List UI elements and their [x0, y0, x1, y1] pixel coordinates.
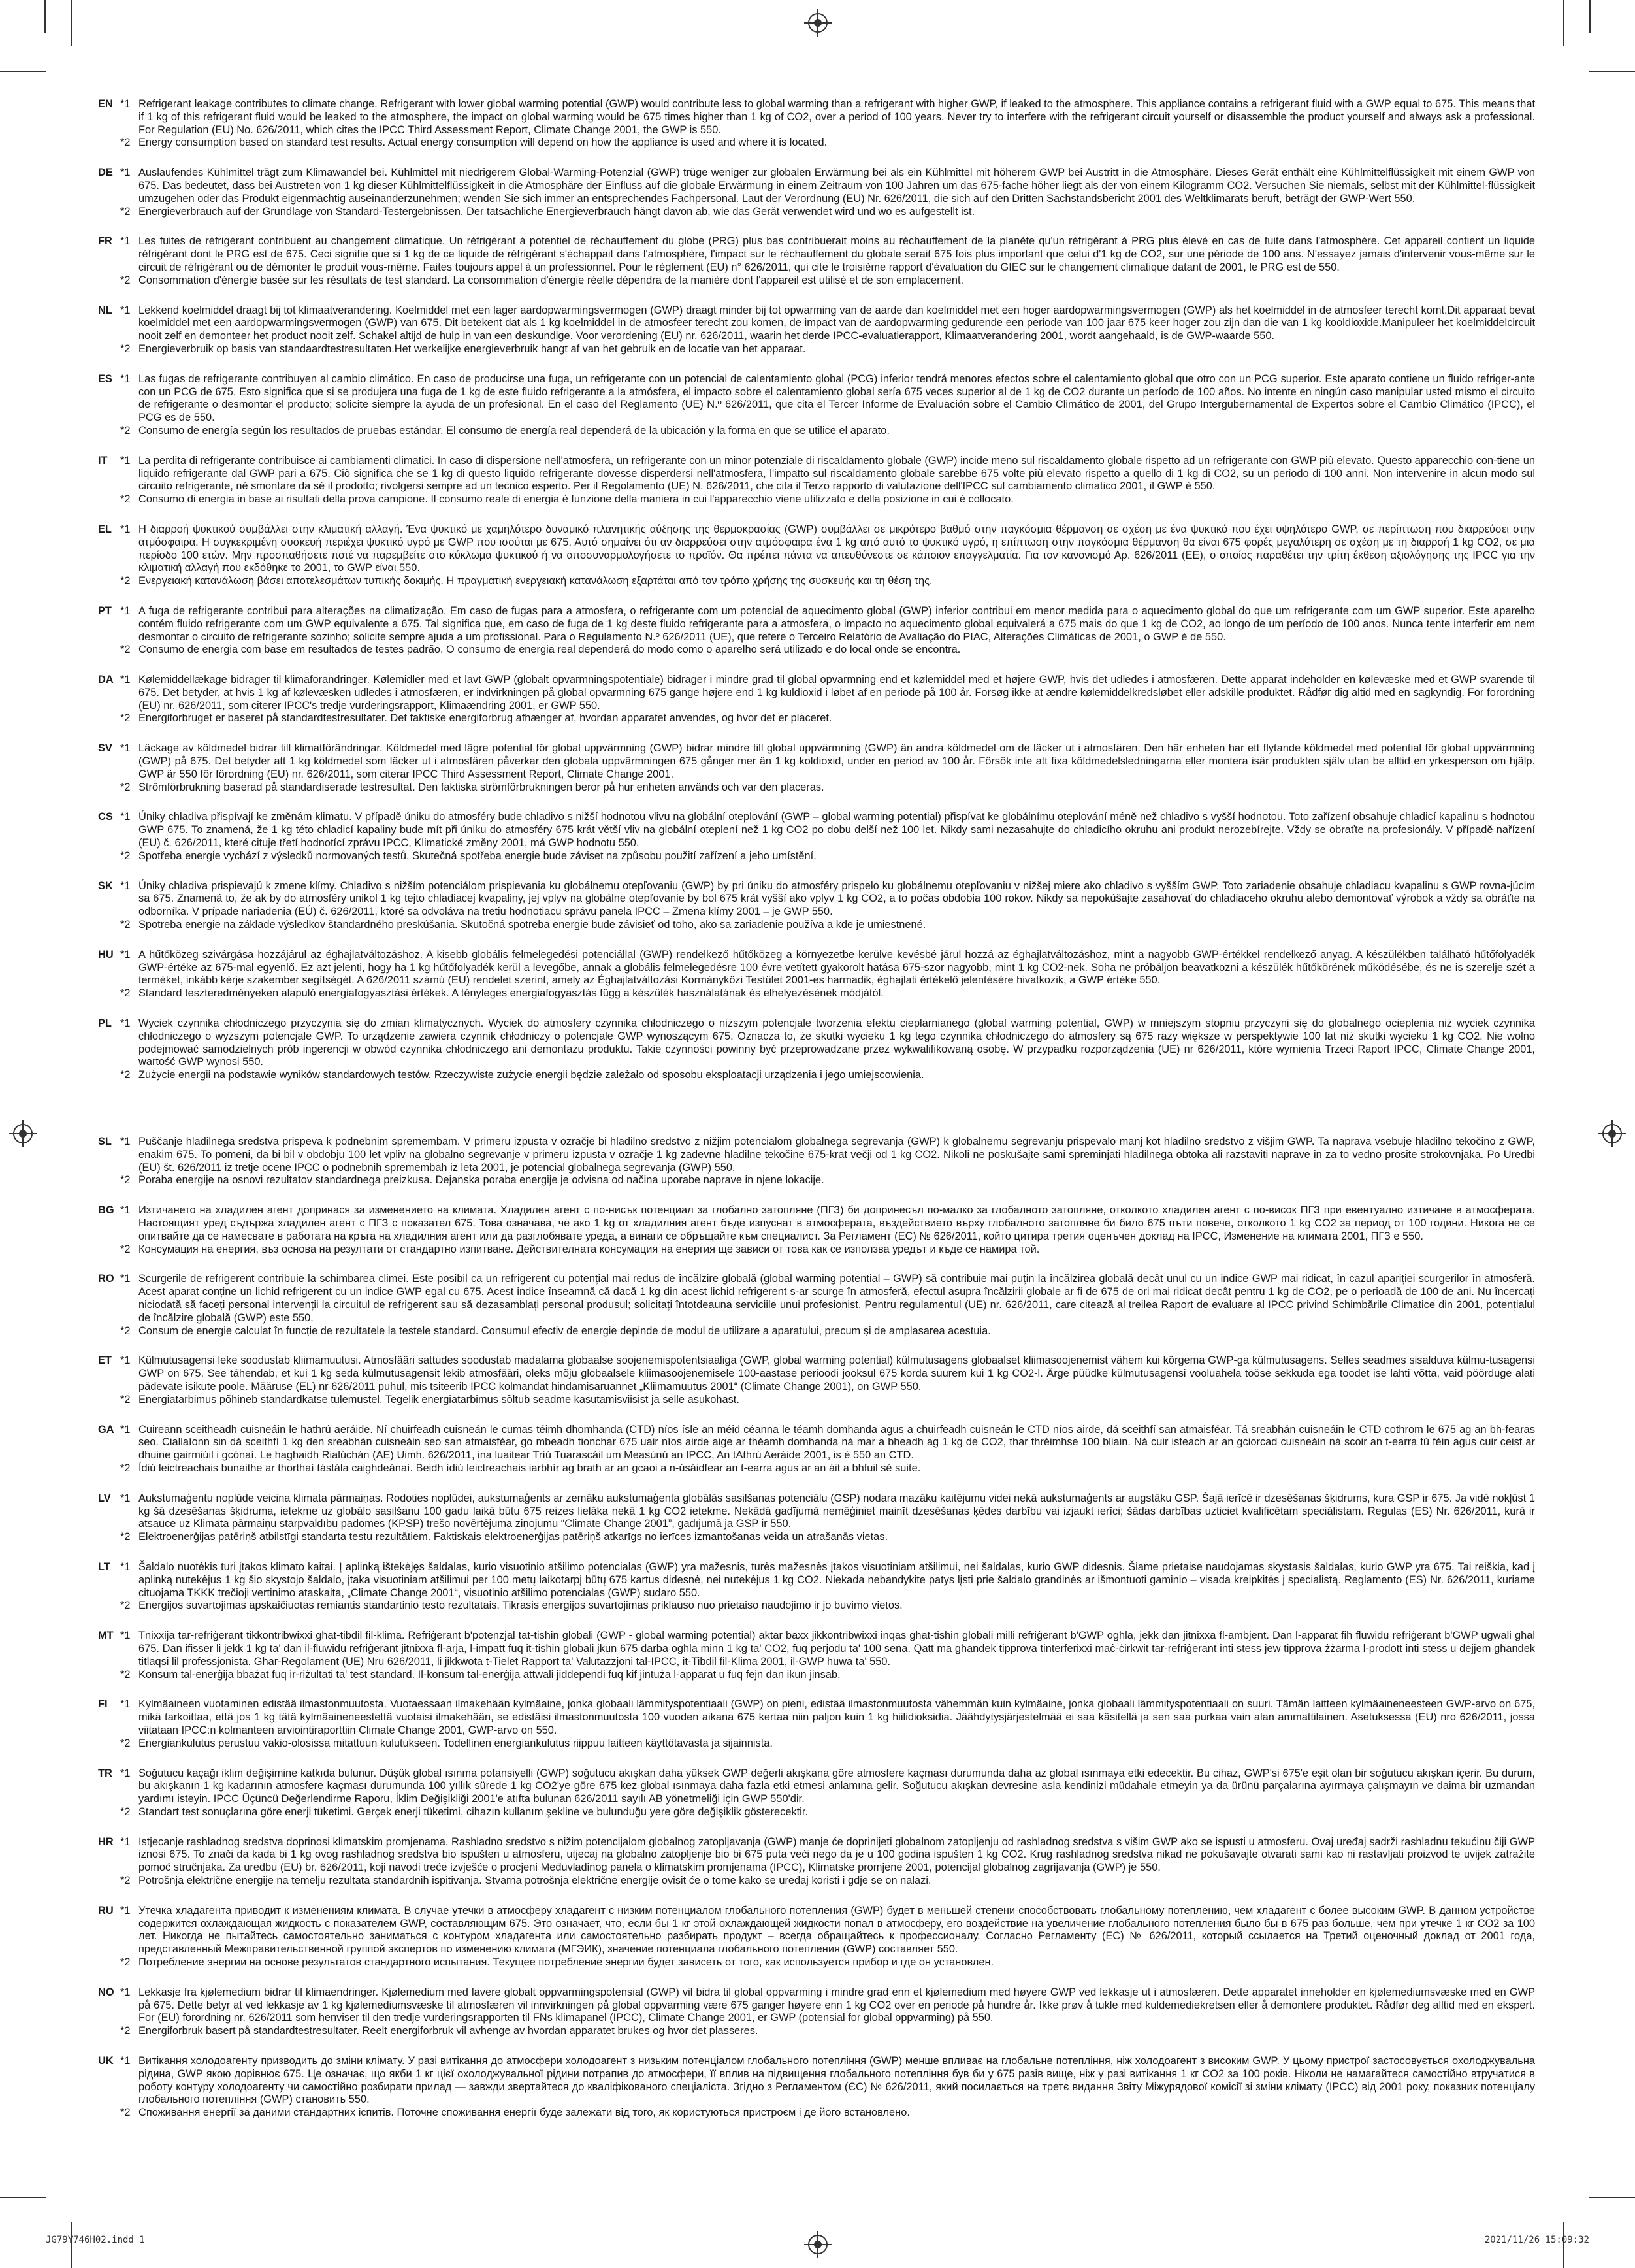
language-block-ga [98, 1424, 1535, 1475]
language-block-fr [98, 235, 1535, 287]
footnote-text: Изтичането на хладилен агент допринася за изменението на климата. Хладилен агент с по-нисък потенциал за глобално затопляне (ПГЗ) би допринесъл по-малко за глобалното затопляне, отколкото хладилен агент с по-висок ПГЗ при евентуално изтичане в атмосферата. Настоящият уред съдържа хладилен агент с ПГЗ с показател 675. Това означава, че ако 1 kg от хладилния агент бъде изпуснат в атмосферата, въздействието върху глобалното затопляне би било 675 пъти повече, отколкото 1 kg CO2 за период от 100 години. Никога не се опитвайте да се намесвате в работата на кръга на хладилния агент или да разглобявате уреда, а винаги се обръщайте към специалист. За Регламент (ЕС) № 626/2011, който цитира третия оценъчен доклад на IPCC, Изменение на климата 2001, ПГЗ е 550. [138, 1204, 1535, 1242]
footnote-text: Energijos suvartojimas apskaičiuotas remiantis standartinio testo rezultatais. Tikrasis energijos suvartojimas priklauso nuo prietaiso naudojimo ir jo buvimo vietos. [138, 1600, 903, 1612]
footnote [120, 2055, 1535, 2107]
language-block-es [98, 373, 1535, 438]
footnote-text: Ídiú leictreachais bunaithe ar thorthaí tástála caighdeánaí. Beidh ídiú leictreachais iarbhír ag brath ar an gcaoi a n-úsáidfear an t-earra agus ar an áit a bhfuil sé suite. [138, 1462, 921, 1474]
footnote-marker: *1 [120, 1204, 131, 1217]
footnote-text: Úniky chladiva přispívají ke změnám klimatu. V případě úniku do atmosféry bude chladivo s nižší hodnotou vlivu na globální oteplování (GWP – global warming potential) přispívat ke globálnímu oteplování méně než chladivo s vyšší hodnotou. Toto zařízení obsahuje chladicí kapalinu s hodnotou GWP 675. To znamená, že 1 kg této chladicí kapaliny bude mít při úniku do atmosféry 675 krát větší vliv na globální oteplení než 1 kg CO2 po dobu delší než 100 let. Nikdy sami nezasahujte do chladicího okruhu ani produkt nerozebírejte. Vždy se obraťte na profesionály. V případě nařízení (EU) č. 626/2011, které cituje třetí hodnotící zprávu IPCC, Klimatické změny 2001, má GWP hodnotu 550. [138, 811, 1535, 849]
footnote-text: Las fugas de refrigerante contribuyen al cambio climático. En caso de producirse una fuga, un refrigerante con un potencial de calentamiento global (PCG) inferior tendrá menores efectos sobre el calentamiento global que otro con un PCG superior. Este aparato contiene un fluido refriger-ante con un PCG de 675. Esto significa que si se produjera una fuga de 1 kg de este fluido refrigerante a la atmósfera, el impacto sobre el calentamiento global sería 675 veces superior al de 1 kg de CO2 durante un período de 100 años. No intente en ningún caso manipular usted mismo el circuito de refrigerante o desmontar el producto; solicite siempre la ayuda de un profesional. En el caso del Reglamento (UE) N.º 626/2011, que cita el Tercer Informe de Evaluación sobre el Cambio Climático de 2001, del Grupo Intergubernamental de Expertos sobre el Cambio Climático (IPCC), el PCG es de 550. [138, 372, 1535, 424]
footnote-text: Consumo di energia in base ai risultati della prova campione. Il consumo reale di energia è funzione della maniera in cui l'apparecchio viene utilizzato e della posizione in cui è collocato. [138, 493, 1014, 506]
footnote-text: Kylmäaineen vuotaminen edistää ilmastonmuutosta. Vuotaessaan ilmakehään kylmäaine, jonka globaali lämmityspotentiaali (GWP) on pieni, edistää ilmastonmuutosta vähemmän kuin kylmäaine, jonka globaali lämmityspotentiaali on suuri. Tämän laitteen kylmäaineneesteen GWP-arvo on 675, mikä tarkoittaa, että jos 1 kg tätä kylmäaineneestettä vuotaisi ilmakehään, se edistäisi ilmastonmuutosta 100 vuoden aikana 675 kertaa niin paljon kuin 1 kg hiilidioksidia. Jäähdytysjärjestelmää ei saa käsitellä ja sen saa purkaa vain alan ammattilainen. Asetuksessa (EU) nro 626/2011, jossa viitataan IPCC:n kolmanteen arviointiraporttiin Climate Change 2001, GWP-arvo on 550. [138, 1698, 1535, 1736]
footnote [120, 1836, 1535, 1875]
footnote-text: Kølemiddellækage bidrager til klimaforandringer. Kølemidler med et lavt GWP (globalt opvarmningspotentiale) bidrager i mindre grad til global opvarmning end et kølemiddel med et højere GWP, hvis det udledes i atmosfæren. Dette apparat indeholder en kølevæske med et GWP svarende til 675. Det betyder, at hvis 1 kg af kølevæsken udledes i atmosfæren, er indvirkningen på global opvarmning 675 gange højere end 1 kg kuldioxid i løbet af en periode på 100 år. Forsøg ikke at ændre kølemiddelkredsløbet eller adskille produktet. Rådfør dig altid med en sagkyndig. For forordning (EU) nr. 626/2011, som citerer IPCC's tredje vurderingsrapport, Klimaændring 2001, er GWP 550. [138, 674, 1535, 712]
language-notes [120, 167, 1535, 218]
footnote-text: Потребление энергии на основе результатов стандартного испытания. Текущее потребление энергии будет зависеть от того, как используется прибор и где он установлен. [138, 1956, 994, 1969]
footnote-text: Ενεργειακή κατανάλωση βάσει αποτελεσμάτων τυπικής δοκιμής. Η πραγματική ενεργειακή κατανάλωση εξαρτάται από τον τρόπο χρήσης της συσκευής και τη θέση της. [138, 575, 933, 587]
footnote [120, 1600, 1535, 1613]
footnote [120, 811, 1535, 849]
language-block-sv [98, 742, 1535, 794]
language-block-bg [98, 1204, 1535, 1256]
language-notes [120, 811, 1535, 863]
language-block-ro [98, 1273, 1535, 1338]
footnote [120, 2025, 1535, 2038]
language-notes [120, 1767, 1535, 1819]
footnote [120, 1561, 1535, 1600]
language-block-da [98, 674, 1535, 725]
crop-mark-top-left-v2 [44, 0, 46, 33]
language-block-hu [98, 949, 1535, 1000]
language-code: FR [98, 235, 112, 248]
footnote [120, 235, 1535, 274]
footnote-marker: *1 [120, 1767, 131, 1779]
footnote [120, 206, 1535, 219]
language-notes-group-1 [98, 98, 1535, 1082]
footnote-text: Consumo de energia com base em resultados de testes padrão. O consumo de energia real dependerá do modo como o aparelho será utilizado e do local onde se encontra. [138, 644, 961, 656]
footnote [120, 674, 1535, 712]
footnote-marker: *1 [120, 98, 131, 110]
footnote [120, 1243, 1535, 1257]
footnote-text: A fuga de refrigerante contribui para alterações na climatização. Em caso de fugas para a atmosfera, o refrigerante com um potencial de aquecimento global (GWP) inferior contribui em menor medida para o aquecimento global do que um refrigerante com um GWP superior. Este aparelho contém fluido refrigerante com um GWP equivalente a 675. Tal significa que, em caso de fuga de 1 kg deste fluido refrigerante para a atmosfera, o impacto no aquecimento global equivalerá a 675 mais do que 1 kg de CO2, ao longo de um período de 100 anos. Nunca tente interferir em nem desmontar o circuito de refrigerante sozinho; solicite sempre ajuda a um profissional. Para o Regulamento N.º 626/2011 (UE), que refere o Terceiro Relatório de Avaliação do PIAC, Alterações Climáticas de 2001, o GWP é de 550. [138, 604, 1535, 643]
language-notes [120, 1561, 1535, 1613]
footnote-text: Витікання холодоагенту призводить до зміни клімату. У разі витікання до атмосфери холодоагент з низьким потенціалом глобального потепління (GWP) менше впливає на глобальне потепління, ніж холодоагент з високим GWP. У цьому пристрої застосовується охолоджувальна рідина, GWP якою дорівнює 675. Це означає, що якби 1 кг цієї охолоджувальної рідини потрапив до атмосфери, її вплив на підвищення глобального потепління був би у 675 разів вище, ніж у разі витікання 1 кг CO2 за 100 років. Ніколи не намагайтеся самостійно втручатися в роботу контуру холодоагенту чи самостійно розбирати прилад — завжди звертайтеся до кваліфікованого спеціаліста. Згідно з Регламентом (ЄС) № 626/2011, який посилається на третє видання Звіту Міжурядової комісії зі зміни клімату (IPCC) від 2001 року, показник потенціалу глобального потепління (GWP) становить 550. [138, 2055, 1535, 2106]
footnote-marker: *2 [120, 1462, 131, 1474]
footnote-marker: *1 [120, 879, 131, 892]
language-code: IT [98, 454, 108, 467]
footnote-text: Šaldalo nuotėkis turi įtakos klimato kaitai. Į aplinką ištekėjęs šaldalas, kurio visuotinio atšilimo potencialas (GWP) yra mažesnis, turės mažesnės įtakos visuotiniam atšilimui, nei šaldalas, kurio GWP didesnis. Šiame prietaise naudojamas skystasis šaldalas, kurio GWP yra 675. Tai reiškia, kad į aplinką nutekėjus 1 kg šio skystojo šaldalo, įtaka visuotiniam atšilimui per 100 metų laikotarpį būtų 675 kartus didesnė, nei nutekėjus 1 kg CO2. Niekada nebandykite patys lįsti prie šaldalo grandinės ar išmontuoti gaminio – visada kreipkitės į specialistą. Reglamento (ES) Nr. 626/2011, kuriame cituojama TKKK trečioji vertinimo ataskaita, „Climate Change 2001“, visuotinio atšilimo potencialas (GWP) sudaro 550. [138, 1560, 1535, 1599]
footnote-text: Energiatarbimus põhineb standardkatse tulemustel. Tegelik energiatarbimus sõltub seadme kasutamisviisist ja selle asukohast. [138, 1393, 739, 1405]
language-block-no [98, 1986, 1535, 2038]
language-notes [120, 1698, 1535, 1750]
footnote-marker: *1 [120, 372, 131, 385]
language-code: HU [98, 948, 114, 961]
footnote [120, 605, 1535, 644]
footnote-marker: *1 [120, 454, 131, 467]
language-notes [120, 455, 1535, 506]
footnote [120, 1462, 1535, 1475]
language-block-pt [98, 605, 1535, 657]
language-notes [120, 1986, 1535, 2038]
footnote-text: Energy consumption based on standard test results. Actual energy consumption will depend on how the appliance is used and where it is located. [138, 137, 828, 149]
footnote [120, 1325, 1535, 1338]
footnote [120, 137, 1535, 150]
language-notes [120, 1204, 1535, 1256]
language-notes [120, 1424, 1535, 1475]
language-code: ES [98, 372, 112, 385]
footnote [120, 1273, 1535, 1324]
footnote-marker: *2 [120, 849, 131, 862]
footnote [120, 1986, 1535, 2025]
footnote-text: Puščanje hladilnega sredstva prispeva k podnebnim spremembam. V primeru izpusta v ozračje bi hladilno sredstvo z nižjim potencialom globalnega segrevanja (GWP) k globalnemu segrevanju prispevalo manj kot hladilno sredstvo z višjim GWP. Ta naprava vsebuje hladilno tekočino z GWP, enakim 675. To pomeni, da bi bil v obdobju 100 let vpliv na globalno segrevanje v primeru izpusta v ozračje 1 kg zadevne hladilne tekočine 675-krat večji od 1 kg CO2. Nikoli ne poskušajte sami spreminjati hladilnega obtoka ali razstaviti naprave in za to vedno prosite strokovnjaka. Po Uredbi (EU) št. 626/2011 iz tretje ocene IPCC o podnebnih spremembah iz leta 2001, je potencial globalnega segrevanja (GWP) 550. [138, 1136, 1535, 1174]
footnote [120, 1136, 1535, 1174]
footnote-text: Energieverbrauch auf der Grundlage von Standard-Testergebnissen. Der tatsächliche Energieverbrauch hängt davon ab, wie das Gerät verwendet wird und wo es aufgestellt ist. [138, 205, 975, 218]
footnote [120, 1767, 1535, 1806]
footnote [120, 742, 1535, 781]
footnote-marker: *1 [120, 674, 131, 686]
footnote-marker: *2 [120, 424, 131, 436]
footnote-marker: *2 [120, 1393, 131, 1405]
language-code: DA [98, 674, 114, 686]
footnote-text: Zużycie energii na podstawie wyników standardowych testów. Rzeczywiste zużycie energii będzie zależało od sposobu eksploatacji urządzenia i jego umiejscowienia. [138, 1069, 924, 1081]
footnote-text: Poraba energije na osnovi rezultatov standardnega preizkusa. Dejanska poraba energije je odvisna od načina uporabe naprave in njene lokacije. [138, 1174, 824, 1187]
language-block-fi [98, 1698, 1535, 1750]
footnote-marker: *1 [120, 948, 131, 961]
footnote-marker: *1 [120, 1355, 131, 1367]
footnote-marker: *1 [120, 1698, 131, 1711]
language-notes [120, 674, 1535, 725]
language-block-el [98, 523, 1535, 588]
language-code: SV [98, 742, 112, 755]
print-footer [46, 2235, 1589, 2250]
language-code: NO [98, 1986, 114, 1998]
language-block-hr [98, 1836, 1535, 1888]
footnote [120, 575, 1535, 588]
footnote-text: Potrošnja električne energije na temelju rezultata standardnih ispitivanja. Stvarna potrošnja električne energije ovisit će o tome kako se uređaj koristi i gdje se on nalazi. [138, 1875, 931, 1887]
language-code: BG [98, 1204, 114, 1217]
language-notes [120, 605, 1535, 657]
footnote-text: La perdita di refrigerante contribuisce ai cambiamenti climatici. In caso di dispersione nell'atmosfera, un refrigerante con un minor potenziale di riscaldamento globale (GWP) incide meno sul riscaldamento globale rispetto ad un refrigerante con GWP più elevato. Questo apparecchio con-tiene un liquido refrigerante dal GWP pari a 675. Ciò significa che se 1 kg di questo liquido refrigerante dovesse disperdersi nell'atmosfera, l'impatto sul riscaldamento globale sarebbe 675 volte più elevato rispetto a quello di 1 kg di CO2, su un periodo di 100 anni. Non intervenire in alcun modo sul circuito refrigerante, né smontare da sé il prodotto; rivolgersi sempre ad un tecnico esperto. Per il Regolamento (UE) N. 626/2011, che cita il Terzo rapporto di valutazione dell'IPCC sul cambiamento climatico 2001, il GWP è 550. [138, 454, 1535, 493]
footnote [120, 1737, 1535, 1750]
language-block-it [98, 455, 1535, 506]
footnote [120, 712, 1535, 725]
footnote-text: Refrigerant leakage contributes to climate change. Refrigerant with lower global warming potential (GWP) would contribute less to global warming than a refrigerant with higher GWP, if leaked to the atmosphere. This appliance contains a refrigerant fluid with a GWP equal to 675. This means that if 1 kg of this refrigerant fluid would be leaked to the atmosphere, the impact on global warming would be 675 times higher than 1 kg of CO2, over a period of 100 years. Never try to interfere with the refrigerant circuit yourself or disassemble the product yourself and always ask a professional. For Regulation (EU) No. 626/2011, which cites the IPCC Third Assessment Report, Climate Change 2001, the GWP is 550. [138, 98, 1535, 136]
footnote [120, 493, 1535, 506]
footnote-marker: *1 [120, 742, 131, 755]
footnote-text: Konsum tal-enerġija bbażat fuq ir-riżultati ta' test standard. Il-konsum tal-enerġija attwali jiddependi fuq kif jintuża l-apparat u fuq fejn dan ikun jinsab. [138, 1668, 841, 1681]
footnote-text: Lekkend koelmiddel draagt bij tot klimaatverandering. Koelmiddel met een lager aardopwarmingsvermogen (GWP) draagt minder bij tot opwarming van de aarde dan koelmiddel met een hoger aardopwarmingsvermogen (GWP) als het koelmiddel in de atmosfeer terecht komt.Dit apparaat bevat koelmiddel met een aardopwarmingsvermogen (GWP) van 675. Dit betekent dat als 1 kg koelmiddel in de atmosfeer terecht zou komen, de impact van de aardopwarming gedurende een periode van 100 jaar 675 keer hoger zou zijn dan die van 1 kg kooldioxide.Manipuleer het koelmiddelcircuit nooit zelf en demonteer het product nooit zelf. Schakel altijd de hulp in van een deskundige. Voor verordening (EU) nr. 626/2011, waarin het derde IPCC-evaluatierapport, Klimaatverandering 2001, wordt aangehaald, is de GWP-waarde 550. [138, 304, 1535, 342]
footnote [120, 1630, 1535, 1668]
footnote-marker: *2 [120, 1243, 131, 1255]
footnote-marker: *2 [120, 205, 131, 218]
language-block-sk [98, 880, 1535, 932]
crop-mark-bottom-left-h [0, 2197, 46, 2198]
language-block-cs [98, 811, 1535, 863]
language-notes [120, 1492, 1535, 1544]
footnote [120, 1204, 1535, 1243]
crop-mark-top-right-v2 [1589, 0, 1591, 33]
footnote-text: Η διαρροή ψυκτικού συμβάλλει στην κλιματική αλλαγή. Ένα ψυκτικό με χαμηλότερο δυναμικό πλανητικής αύξησης της θερμοκρασίας (GWP) συμβάλλει σε μικρότερο βαθμό στην παγκόσμια θέρμανση σε σχέση με ένα ψυκτικό που έχει υψηλότερο GWP, σε περίπτωση που διαρρεύσει στην ατμόσφαιρα. Η συγκεκριμένη συσκευή περιέχει ψυκτικό υγρό με GWP που ισούται με 675. Αυτό σημαίνει ότι αν διαρρεύσει στην ατμόσφαιρα ένα 1 kg από αυτό το ψυκτικό υγρό, η επίπτωση στην παγκόσμια θέρμανση θα είναι 675 φορές μεγαλύτερη σε σχέση με τη διαρροή 1 kg CO2, σε μια περίοδο 100 ετών. Μην προσπαθήσετε ποτέ να παρεμβείτε στο κύκλωμα ψυκτικού ή να αποσυναρμολογήσετε το προϊόν. Θα πρέπει πάντα να απευθύνεστε σε κάποιον επαγγελματία. Για τον κανονισμό Αρ. 626/2011 (ΕΕ), ο οποίος παραθέτει την τρίτη έκθεση αξιολόγησης της IPCC για την κλιματική αλλαγή που εκδόθηκε το 2001, το GWP είναι 550. [138, 523, 1535, 574]
footnote-text: Scurgerile de refrigerent contribuie la schimbarea climei. Este posibil ca un refrigerent cu potențial mai redus de încălzire globală (global warming potential – GWP) să contribuie mai puțin la încălzirea globală decât unul cu un indice GWP mai ridicat, în cazul apariției scurgerilor în atmosferă. Acest aparat conține un lichid refrigerent cu un indice GWP egal cu 675. Acest indice înseamnă că dacă 1 kg din acest lichid refrigerent s-ar scurge în atmosferă, efectul asupra încălzirii globale ar fi de 675 de ori mai ridicat decât pentru 1 kg de CO2, pe o perioadă de 100 de ani. Nu încercați niciodată să faceți personal intervenții la circuitul de refrigerent sau să dezasamblați personal produsul; solicitați întotdeauna serviciile unui profesionist. Pentru regulamentul (UE) nr. 626/2011, care citează al treilea Raport de evaluare al IPCC privind Schimbările Climatice din 2001, potențialul de încălzire globală (GWP) este 550. [138, 1273, 1535, 1324]
footnote [120, 919, 1535, 932]
language-notes [120, 880, 1535, 932]
footnote [120, 373, 1535, 425]
footnote-text: A hűtőközeg szivárgása hozzájárul az éghajlatváltozáshoz. A kisebb globális felmelegedési potenciállal (GWP) rendelkező hűtőközeg a környezetbe kerülve kevésbé járul hozzá az éghajlatváltozáshoz, mint a nagyobb GWP-értékkel rendelkező anyag. A készülékben található hűtőfolyadék GWP-értéke az 675-mal egyenlő. Ez azt jelenti, hogy ha 1 kg hűtőfolyadék kerül a levegőbe, annak a globális felmelegedésre 100 évre vetített gyakorolt hatása 675-szor nagyobb, mint 1 kg CO2-nek. Soha ne próbáljon beavatkozni a készülék hűtőkörének működésébe, és ne is szerelje szét a terméket, inkább kérje szakember segítségét. A 626/2011 számú (EU) rendelet szerint, amely az Éghajlatváltozási Kormányközi Testület 2001-es harmadik, éghajlati értékelő jelentésére hivatkozik, a GWP értéke 550. [138, 948, 1535, 987]
footnote-text: Cuireann sceitheadh cuisneáin le hathrú aeráide. Ní chuirfeadh cuisneán le cumas téimh dhomhanda (CTD) níos ísle an méid céanna le téamh domhanda agus a chuirfeadh cuisneán le CTD níos airde, dá sceithfí san atmaisféar. Tá sreabhán cuisneáin le CTD cothrom le 675 ag an bh-fearas seo. Ciallaíonn sin dá sceithfí 1 kg den sreabhán cuisneáin seo san atmaisféar, go mbeadh tionchar 675 uair níos airde aige ar théamh domhanda ná mar a bheadh ag 1 kg de CO2, thar thréimhse 100 bliain. Ná cuir isteach ar an gciorcad cuisneáin ná scoir an t-earra tú féin agus cuir ceist ar dhuine gairmiúil i gcónaí. Le haghaidh Rialúchán (AE) Uimh. 626/2011, ina luaitear Tríú Tuarascáil um Measúnú an IPCC, An tAthrú Aeráide 2001, is é 550 an CTD. [138, 1423, 1535, 1462]
language-notes [120, 1355, 1535, 1406]
language-block-lt [98, 1561, 1535, 1613]
language-block-et [98, 1355, 1535, 1406]
footnote-text: Standart test sonuçlarına göre enerji tüketimi. Gerçek enerji tüketimi, cihazın kullanım şekline ve bulunduğu yere göre değişiklik gösterecektir. [138, 1805, 808, 1818]
language-code: PL [98, 1017, 112, 1030]
crop-mark-top-left-h [0, 71, 46, 72]
footnote [120, 1492, 1535, 1531]
footnote-marker: *2 [120, 1737, 131, 1749]
language-notes [120, 949, 1535, 1000]
footnote [120, 523, 1535, 575]
footnote-marker: *2 [120, 2025, 131, 2037]
footnote [120, 1531, 1535, 1544]
language-code: SL [98, 1136, 112, 1148]
footnote [120, 1424, 1535, 1462]
footnote-marker: *2 [120, 137, 131, 149]
footnote-text: Energieverbruik op basis van standaardtestresultaten.Het werkelijke energieverbruik hangt af van het gebruik en de locatie van het apparaat. [138, 342, 806, 355]
language-notes [120, 523, 1535, 588]
footnote [120, 2107, 1535, 2120]
footnote-marker: *2 [120, 1069, 131, 1081]
footnote-marker: *2 [120, 1668, 131, 1681]
crop-mark-bottom-right-h [1589, 2197, 1635, 2198]
language-block-sl [98, 1136, 1535, 1187]
footnote-marker: *1 [120, 1136, 131, 1148]
footnote-text: Консумация на енергия, въз основа на резултати от стандартно изпитване. Действителната консумация на енергия ще зависи от това как се използва уредът и къде се намира той. [138, 1243, 1040, 1255]
footnote-marker: *2 [120, 987, 131, 1000]
footnote-marker: *1 [120, 604, 131, 617]
section-gap [98, 1099, 1535, 1136]
footnote [120, 1669, 1535, 1682]
footnote [120, 1069, 1535, 1082]
language-code: RU [98, 1904, 114, 1916]
language-code: PT [98, 604, 112, 617]
language-notes [120, 373, 1535, 438]
footnote-marker: *2 [120, 493, 131, 506]
footnote-marker: *2 [120, 919, 131, 931]
footnote-text: Auslaufendes Kühlmittel trägt zum Klimawandel bei. Kühlmittel mit niedrigerem Global-Warming-Potenzial (GWP) trüge weniger zur globalen Erwärmung bei als ein Kühlmittel mit höherem GWP bei Austritt in die Atmosphäre. Dieses Gerät enthält eine Kühlmittelflüssigkeit mit einem GWP von 675. Das bedeutet, dass bei Austreten von 1 kg dieser Kühlmittelflüssigkeit in die Atmosphäre der Einfluss auf die globale Erwärmung in einem Zeitraum von 100 Jahren um das 675-fache höher liegt als der von einem Kilogramm CO2. Versuchen Sie niemals, selbst mit der Kühlmittel-flüssigkeit umzugehen oder das Produkt eigenmächtig auseinanderzunehmen; wenden Sie sich immer an entsprechendes Fachpersonal. Laut der Verordnung (EU) Nr. 626/2011, die sich auf den Dritten Sachstandsbericht 2001 des Weltklimarats beruft, beträgt der GWP-Wert 550. [138, 167, 1535, 205]
crop-mark-top-left-v [71, 0, 72, 46]
footer-file-name: JG79Y746H02.indd 1 [46, 2235, 145, 2245]
language-block-pl [98, 1017, 1535, 1082]
footnote-text: Les fuites de réfrigérant contribuent au changement climatique. Un réfrigérant à potentiel de réchauffement du globe (PRG) plus bas contribuerait moins au réchauffement de la planète qu'un réfrigérant à PRG plus élevé en cas de fuite dans l'atmosphère. Cet appareil contient un liquide réfrigérant dont le PRG est de 675. Ceci signifie que si 1 kg de ce liquide de réfrigérant s'échappait dans l'atmosphère, l'impact sur le réchauffement du globale serait 675 fois plus important que celui d'1 kg de CO2, sur une période de 100 ans. N'essayez jamais d'intervenir vous-même sur le circuit de réfrigérant ou de démonter le produit vous-même. Faites toujours appel à un professionnel. Pour le règlement (EU) n° 626/2011, qui cite le troisième rapport d'évaluation du GIEC sur le changement climatique datant de 2001, le PRG est de 550. [138, 235, 1535, 273]
footnote-marker: *1 [120, 304, 131, 316]
footnote-text: Strömförbrukning baserad på standardiserade testresultat. Den faktiska strömförbrukningen beror på hur enheten används och var den placeras. [138, 781, 824, 793]
registration-mark-left [13, 1124, 33, 1143]
language-code: UK [98, 2055, 114, 2067]
language-notes [120, 304, 1535, 356]
footnote-marker: *2 [120, 644, 131, 656]
footnote [120, 1905, 1535, 1956]
footnote-text: Energiforbruk basert på standardtestresultater. Reelt energiforbruk vil avhenge av hvordan apparatet brukes og hvor det plasseres. [138, 2025, 758, 2037]
language-block-de [98, 167, 1535, 218]
footnote [120, 425, 1535, 438]
footnote [120, 644, 1535, 657]
footnote [120, 1355, 1535, 1393]
footnote-marker: *1 [120, 1560, 131, 1573]
footnote-marker: *1 [120, 1986, 131, 1998]
footnote [120, 167, 1535, 205]
footnote-marker: *2 [120, 1956, 131, 1969]
footnote [120, 274, 1535, 288]
language-code: SK [98, 879, 113, 892]
footnote [120, 850, 1535, 863]
footnote-marker: *2 [120, 2107, 131, 2119]
registration-mark-right [1602, 1124, 1622, 1143]
footer-timestamp: 2021/11/26 15:09:32 [1484, 2235, 1589, 2245]
footnote [120, 1017, 1535, 1069]
footnote-marker: *1 [120, 523, 131, 535]
footnote [120, 1698, 1535, 1737]
footnote-marker: *2 [120, 712, 131, 725]
footnote [120, 781, 1535, 795]
footnote [120, 1875, 1535, 1888]
footnote-marker: *1 [120, 1835, 131, 1848]
footnote-text: Consum de energie calculat în funcție de rezultatele la testele standard. Consumul efectiv de energie depinde de modul de utilizare a aparatului, precum și de amplasarea acestuia. [138, 1324, 991, 1337]
language-notes [120, 1017, 1535, 1082]
language-block-ru [98, 1905, 1535, 1969]
footnote-marker: *2 [120, 1875, 131, 1887]
footnote [120, 1394, 1535, 1407]
footnote-marker: *1 [120, 1423, 131, 1436]
language-block-uk [98, 2055, 1535, 2120]
footnote-marker: *2 [120, 781, 131, 793]
footnote [120, 455, 1535, 493]
footnote-marker: *1 [120, 167, 131, 179]
language-notes-group-2 [98, 1136, 1535, 2120]
registration-mark-top [808, 13, 828, 33]
language-block-lv [98, 1492, 1535, 1544]
footnote-text: Külmutusagensi leke soodustab kliimamuutusi. Atmosfääri sattudes soodustab madalama globaalse soojenemispotentsiaaliga (GWP, global warming potential) külmutusagens globaalset kliimasoojenemist vähem kui kõrgema GWP-ga külmutusagens. Selles seadmes sisalduva külmu-tusagensi GWP on 675. See tähendab, et kui 1 kg seda külmutusagensit lekib atmosfääri, oleks mõju globaalsele kliimasoojenemisele 100-aastase perioodi jooksul 675 korda suurem kui 1 kg CO2-l. Ärge püüdke külmutusagensi vooluahela tööse sekkuda ega toodet ise lahti võtta, vaid pöörduge alati pädevate isikute poole. Määruse (EL) nr 626/2011 puhul, mis tsiteerib IPCC kolmandat hindamisaruannet „Kliimamuutus 2001“ (Climate Change 2001), on GWP 550. [138, 1355, 1535, 1392]
language-code: LT [98, 1560, 110, 1573]
footnote-text: Energiankulutus perustuu vakio-olosissa mitattuun kulutukseen. Todellinen energiankulutus riippuu laitteen käyttötavasta ja sijainnista. [138, 1737, 773, 1749]
footnote-text: Consumo de energía según los resultados de pruebas estándar. El consumo de energía real dependerá de la ubicación y la forma en que se utilice el aparato. [138, 424, 890, 436]
crop-mark-top-right-v [1563, 0, 1564, 46]
language-code: MT [98, 1630, 114, 1642]
footnote [120, 1956, 1535, 1969]
footnote-text: Lekkasje fra kjølemedium bidrar til klimaendringer. Kjølemedium med lavere globalt oppvarmingspotensial (GWP) vil bidra til global oppvarming i mindre grad enn et kjølemedium med høyere GWP ved lekkasje ut i atmosfæren. Dette apparatet inneholder en kjølemediumsvæske med en GWP på 675. Dette betyr at ved lekkasje av 1 kg kjølemediumsvæske til atmosfæren vil innvirkningen på global oppvarming være 675 ganger høyere enn 1 kg CO2 over en periode på hundre år. Ikke prøv å tukle med kuldemediekretsen eller å demontere produktet. Rådfør deg alltid med en ekspert. For (EU) forordning nr. 626/2011 som henviser til den tredje vurderingsrapporten til FNs klimapanel (IPCC), Climate Change 2001, er GWP (potensial for global oppvarming) på 550. [138, 1986, 1535, 2024]
footnote [120, 949, 1535, 987]
footnote-text: Споживання енергії за даними стандартних іспитів. Поточне споживання енергії буде залежати від того, як користуються пристроєм і де його встановлено. [138, 2107, 910, 2119]
language-code: DE [98, 167, 113, 179]
footnote-marker: *1 [120, 1630, 131, 1642]
language-code: NL [98, 304, 112, 316]
footnote-marker: *1 [120, 235, 131, 248]
footnote [120, 880, 1535, 919]
language-notes [120, 1630, 1535, 1681]
footnote-text: Spotřeba energie vychází z výsledků normovaných testů. Skutečná spotřeba energie bude záviset na způsobu použití zařízení a jeho umístění. [138, 849, 817, 862]
language-code: EN [98, 98, 113, 110]
language-notes [120, 1836, 1535, 1888]
language-block-tr [98, 1767, 1535, 1819]
footnote-marker: *1 [120, 2055, 131, 2067]
language-code: TR [98, 1767, 112, 1779]
footnote-text: Consommation d'énergie basée sur les résultats de test standard. La consommation d'énergie réelle dépendra de la manière dont l'appareil est utilisé et de son emplacement. [138, 274, 964, 286]
footnote-text: Soğutucu kaçağı iklim değişimine katkıda bulunur. Düşük global ısınma potansiyelli (GWP) soğutucu akışkan daha yüksek GWP değerli akışkana göre atmosfere kaçması durumunda daha az global ısınmaya etki edecektir. Bu cihaz, GWP'si 675'e eşit olan bir soğutucu akışkan içerir. Bu durum, bu akışkanın 1 kg kadarının atmosfere kaçması durumunda 100 yıllık sürede 1 kg CO2'ye göre 675 kez global ısınmaya daha fazla etki etmesi anlamına gelir. Soğutucu akışkan devresine asla kendinizi müdahale etmeyin ya da ürünü parçalarına ayırmaya çalışmayın ve daima bir uzmandan yardımı isteyin. IPCC Üçüncü Değerlendirme Raporu, İklim Değişikliği 2001'e atıfta bulunan 626/2011 sayılı AB yönetmeliği için GWP 550'dir. [138, 1767, 1535, 1805]
language-code: LV [98, 1492, 111, 1504]
footnote-marker: *1 [120, 1492, 131, 1504]
footnote-marker: *2 [120, 1805, 131, 1818]
footnote-marker: *2 [120, 575, 131, 587]
footnote-marker: *1 [120, 811, 131, 823]
footnote-text: Elektroenerģijas patēriņš atbilstīgi standarta testu rezultātiem. Faktiskais elektroenerģijas patēriņš atkarīgs no ierīces izmantošanas veida un atrašanās vietas. [138, 1531, 888, 1543]
language-block-mt [98, 1630, 1535, 1681]
footnote-marker: *1 [120, 1904, 131, 1916]
footnote-marker: *2 [120, 342, 131, 355]
footnote-marker: *2 [120, 274, 131, 286]
language-notes [120, 98, 1535, 150]
footnote [120, 304, 1535, 343]
language-notes [120, 1136, 1535, 1187]
language-notes [120, 1905, 1535, 1969]
language-notes [120, 2055, 1535, 2120]
footnote-text: Wyciek czynnika chłodniczego przyczynia się do zmian klimatycznych. Wyciek do atmosfery czynnika chłodniczego o niższym potencjale tworzenia efektu cieplarnianego (global warming potential, GWP) w mniejszym stopniu przyczyni się do globalnego ocieplenia niż wyciek czynnika chłodniczego o wyższym potencjale GWP. To urządzenie zawiera czynnik chłodniczy o potencjale GWP wynoszącym 675. Oznacza to, że skutki wycieku 1 kg tego czynnika chłodniczego do atmosfery są 675 razy większe w perspektywie 100 lat niż skutki wycieku 1 kg CO2. Nie wolno podejmować samodzielnych prób ingerencji w obwód czynnika chłodniczego ani demontażu produktu. Takie czynności powinny być przeprowadzane przez wykwalifikowaną osobę. W przypadku rozporządzenia (UE) nr 626/2011, które wymienia Trzeci Raport IPCC, Climate Change 2001, wartość GWP wynosi 550. [138, 1017, 1535, 1068]
footnote-marker: *2 [120, 1600, 131, 1612]
footnote-text: Утечка хладагента приводит к изменениям климата. В случае утечки в атмосферу хладагент с низким потенциалом глобального потепления (GWP) будет в меньшей степени способствовать глобальному потеплению, чем хладагент с более высоким GWP. В данном устройстве содержится охлаждающая жидкость с показателем GWP, составляющим 675. Это означает, что, если бы 1 кг этой охлаждающей жидкости попал в атмосферу, его воздействие на увеличение глобального потепления было бы в 675 раз больше, чем при утечке 1 кг CO2 за 100 лет. Никогда не пытайтесь самостоятельно заниматься с контуром хладагента или самостоятельно разбирать продукт – всегда обращайтесь к профессионалу. Согласно Регламенту (ЕС) № 626/2011, который ссылается на Третий оценочный доклад от 2001 года, представленный Межправительственной группой экспертов по изменению климата (МГЭИК), значение потенциала глобального потепления (GWP) составляет 550. [138, 1904, 1535, 1956]
footnote-text: Úniky chladiva prispievajú k zmene klímy. Chladivo s nižším potenciálom prispievania ku globálnemu otepľovaniu (GWP) by pri úniku do atmosféry prispelo ku globálnemu otepľovaniu v nižšej miere ako chladivo s vyšším GWP. Toto zariadenie obsahuje chladiacu kvapalinu s GWP rovna-júcim sa 675. Znamená to, že ak by do atmosféry unikol 1 kg tejto chladiacej kvapaliny, jej vplyv na globálne otepľovanie by bol 675 krát vyšší ako vplyv 1 kg CO2, a to počas obdobia 100 rokov. Nikdy sa nepokúšajte zasahovať do chladiaceho okruhu alebo demontovať výrobok a vždy sa obráťte na odborníka. V prípade nariadenia (EÚ) č. 626/2011, ktoré sa odvoláva na tretiu hodnotiacu správu panela IPCC – Zmena klímy 2001 – je GWP 550. [138, 879, 1535, 918]
footnote-marker: *1 [120, 1017, 131, 1030]
footnote-text: Läckage av köldmedel bidrar till klimatförändringar. Köldmedel med lägre potential för global uppvärmning (GWP) bidrar mindre till global uppvärmning (GWP) än andra köldmedel om de läcker ut i atmosfären. Den här enheten har ett flytande köldmedel med potential för global uppvärmning (GWP) på 675. Det betyder att 1 kg köldmedel som läcker ut i atmosfären påverkar den globala uppvärmningen 675 gånger mer än 1 kg koldioxid, under en period av 100 år. Försök inte att fixa köldmedelsledningarna eller montera isär produkten själv utan be alltid en yrkesperson om hjälp. GWP är 550 för förordning (EU) nr. 626/2011, som citerar IPCC Third Assessment Report, Climate Change 2001. [138, 742, 1535, 780]
language-code: CS [98, 811, 113, 823]
language-code: FI [98, 1698, 108, 1711]
footnote-text: Tnixxija tar-refriġerant tikkontribwixxi għat-tibdil fil-klima. Refriġerant b'potenzjal tat-tisħin globali (GWP - global warming potential) aktar baxx jikkontribwixxi inqas għat-tisħin globali milli refriġerant b'GWP ogħla, jekk dan jitnixxa fl-ambjent. Dan l-apparat fih fluwidu refriġerant b'GWP ugwali għal 675. Dan ifisser li jekk 1 kg ta' dan il-fluwidu refriġerant jitnixxa fl-arja, l-impatt fuq it-tisħin globali jkun 675 darba ogħla minn 1 kg ta' CO2, fuq perjodu ta' 100 sena. Qatt ma għandek tipprova tinterferixxi maċ-ċirkwit tar-refriġerant inti stess jew tipprova żżarma l-prodott inti stess u dejjem għandek titlaqsi lil professjonista. Għar-Regolament (UE) Nru 626/2011, li jikkwota t-Tielet Rapport ta' Valutazzjoni tal-IPCC, it-Tibdil fil-Klima 2001, il-GWP huwa ta' 550. [138, 1630, 1535, 1668]
language-block-en [98, 98, 1535, 150]
footnote [120, 1174, 1535, 1187]
language-notes [120, 1273, 1535, 1338]
language-code: ET [98, 1355, 112, 1367]
document-content [98, 98, 1535, 2137]
footnote-text: Istjecanje rashladnog sredstva doprinosi klimatskim promjenama. Rashladno sredstvo s nižim potencijalom globalnog zatopljavanja (GWP) manje će doprinijeti globalnom zatopljenju od rashladnog sredstva s višim GWP ako se ispusti u atmosferu. Ovaj uređaj sadrži rashladnu tekućinu čiji GWP iznosi 675. To znači da kada bi 1 kg ovog rashladnog sredstva bio ispušten u atmosferu, utjecaj na globalno zatopljenje bio bi 675 puta veći nego da je u 100 godina ispušten 1 kg CO2. Krug rashladnog sredstva nikad ne pokušavajte otvarati sami kao ni rastavljati proizvod te uvijek zatražite pomoć stručnjaka. Za uredbu (EU) br. 626/2011, koji navodi treće izvješće o procjeni Međuvladinog panela o klimatskim promjenama (IPCC), Klimatske promjene 2001, potencijal globalnog zagrijavanja (GWP) je 550. [138, 1835, 1535, 1874]
footnote-text: Aukstumaģentu noplūde veicina klimata pārmaiņas. Rodoties noplūdei, aukstumaģents ar zemāku aukstumaģenta globālās sasilšanas potenciālu (GSP) nodara mazāku kaitējumu videi nekā aukstumaģents ar augstāku GSP. Šajā ierīcē ir dzesēšanas šķidrums, kura GSP ir 675. Ja vidē nokļūst 1 kg šā dzesēšanas šķidruma, ietekme uz globālo sasilšanu 100 gadu laikā būtu 675 reizes lielāka nekā 1 kg CO2 ietekme. Nekādā gadījumā nemēģiniet mainīt dzesēšanas ķēdes darbību vai izjaukt ierīci; šādas darbības uzticiet kvalificētam speciālistam. Regulas (ES) Nr. 626/2011, kurā ir atsauce uz Klimata pārmaiņu starpvaldību padomes (KPSP) trešo novērtējuma ziņojumu “Climate Change 2001”, gadījumā ja GSP ir 550. [138, 1492, 1535, 1530]
footnote-marker: *1 [120, 1273, 131, 1285]
footnote-marker: *2 [120, 1531, 131, 1543]
footnote-text: Spotreba energie na základe výsledkov štandardného preskúšania. Skutočná spotreba energie bude závisieť od toho, ako sa zariadenie používa a kde je umiestnené. [138, 919, 926, 931]
footnote [120, 987, 1535, 1000]
language-code: HR [98, 1835, 114, 1848]
language-code: EL [98, 523, 112, 535]
language-block-nl [98, 304, 1535, 356]
crop-mark-top-right-h [1589, 71, 1635, 72]
footnote [120, 1806, 1535, 1819]
footnote-marker: *2 [120, 1174, 131, 1187]
footnote-text: Standard teszteredményeken alapuló energiafogyasztási értékek. A tényleges energiafogyasztás függ a készülék használatának és elhelyezésének módjától. [138, 987, 884, 1000]
language-notes [120, 742, 1535, 794]
footnote [120, 343, 1535, 356]
footnote-marker: *2 [120, 1324, 131, 1337]
footnote [120, 98, 1535, 137]
footnote-text: Energiforbruget er baseret på standardtestresultater. Det faktiske energiforbrug afhænger af, hvordan apparatet anvendes, og hvor det er placeret. [138, 712, 832, 725]
language-code: GA [98, 1423, 114, 1436]
language-code: RO [98, 1273, 114, 1285]
language-notes [120, 235, 1535, 287]
